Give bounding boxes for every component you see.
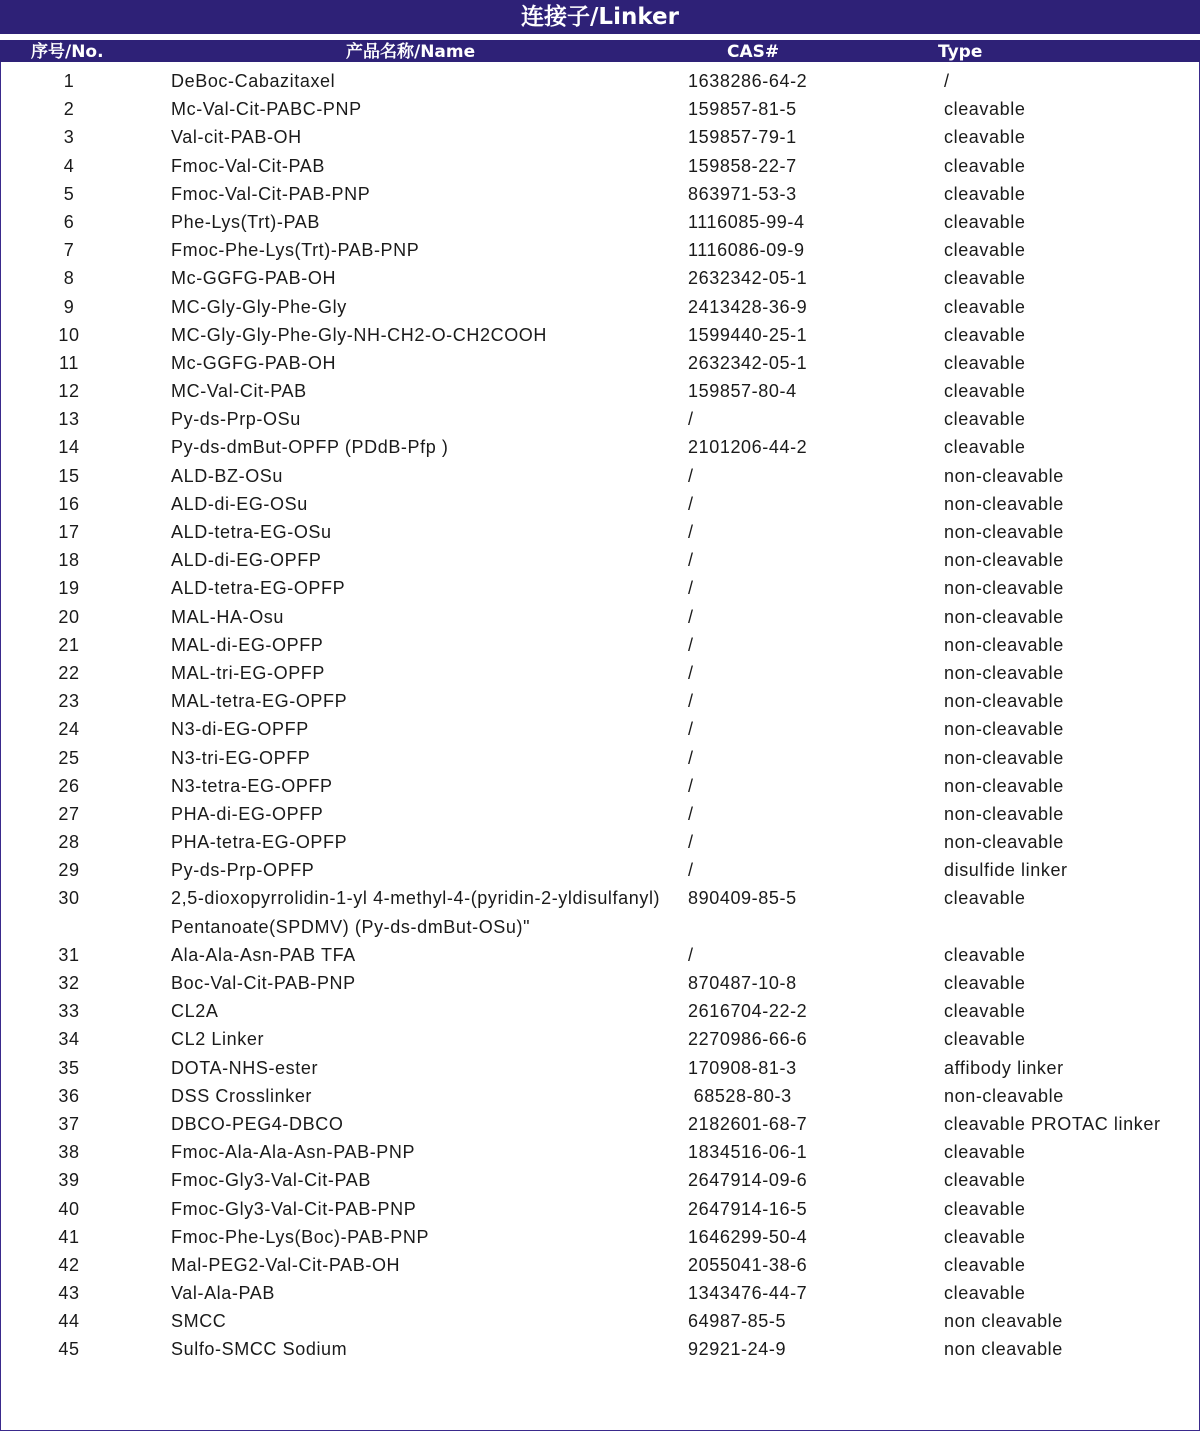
- linker-type: non-cleavable: [944, 832, 1064, 853]
- header-no: 序号/No.: [31, 42, 104, 62]
- row-number: 25: [58, 747, 80, 768]
- table-row: [0, 1251, 1200, 1279]
- cas-number: /: [688, 803, 694, 824]
- product-name: SMCC: [171, 1311, 227, 1332]
- table-row: [0, 405, 1200, 433]
- product-name: MC-Gly-Gly-Phe-Gly: [171, 296, 347, 317]
- linker-type: cleavable: [944, 240, 1026, 261]
- product-name: Ala-Ala-Asn-PAB TFA: [171, 944, 356, 965]
- product-name: Mc-GGFG-PAB-OH: [171, 352, 337, 373]
- product-name: Py-ds-Prp-OSu: [171, 409, 301, 430]
- table-row: [0, 772, 1200, 800]
- row-number: 27: [58, 803, 80, 824]
- linker-type: cleavable: [944, 1170, 1026, 1191]
- product-name: PHA-di-EG-OPFP: [171, 803, 324, 824]
- cas-number: 170908-81-3: [688, 1057, 797, 1078]
- product-name: MC-Gly-Gly-Phe-Gly-NH-CH2-O-CH2COOH: [171, 324, 547, 345]
- linker-type: cleavable: [944, 1001, 1026, 1022]
- row-number: 14: [58, 437, 80, 458]
- linker-type: non-cleavable: [944, 606, 1064, 627]
- row-number: 20: [58, 606, 80, 627]
- table-row: [0, 884, 1200, 940]
- linker-type: non-cleavable: [944, 719, 1064, 740]
- table-row: [0, 744, 1200, 772]
- product-name: DSS Crosslinker: [171, 1085, 313, 1106]
- table-row: [0, 800, 1200, 828]
- table-row: [0, 1138, 1200, 1166]
- product-name: N3-tri-EG-OPFP: [171, 747, 311, 768]
- product-name: ALD-di-EG-OPFP: [171, 550, 322, 571]
- product-name: ALD-BZ-OSu: [171, 465, 284, 486]
- linker-type: non-cleavable: [944, 634, 1064, 655]
- table-row: [0, 603, 1200, 631]
- cas-number: 2055041-38-6: [688, 1254, 808, 1275]
- cas-number: 2101206-44-2: [688, 437, 808, 458]
- cas-number: /: [688, 775, 694, 796]
- product-name: MAL-HA-Osu: [171, 606, 285, 627]
- linker-type: non cleavable: [944, 1311, 1063, 1332]
- linker-type: non-cleavable: [944, 691, 1064, 712]
- product-name: Fmoc-Ala-Ala-Asn-PAB-PNP: [171, 1142, 416, 1163]
- linker-type: cleavable PROTAC linker: [944, 1113, 1161, 1134]
- table-body: [0, 67, 1200, 1364]
- table-row: [0, 1166, 1200, 1194]
- linker-type: non-cleavable: [944, 747, 1064, 768]
- linker-type: cleavable: [944, 211, 1026, 232]
- table-row: [0, 1307, 1200, 1335]
- linker-type: disulfide linker: [944, 860, 1068, 881]
- product-name: Boc-Val-Cit-PAB-PNP: [171, 973, 356, 994]
- row-number: 9: [63, 296, 75, 317]
- header-type: Type: [938, 42, 983, 62]
- product-name: Mc-Val-Cit-PABC-PNP: [171, 99, 362, 120]
- page-title: 连接子/Linker: [0, 0, 1200, 34]
- row-number: 23: [58, 691, 80, 712]
- row-number: 26: [58, 775, 80, 796]
- row-number: 18: [58, 550, 80, 571]
- linker-type: non-cleavable: [944, 775, 1064, 796]
- cas-number: /: [688, 493, 694, 514]
- product-name: Val-Ala-PAB: [171, 1283, 275, 1304]
- linker-type: non-cleavable: [944, 550, 1064, 571]
- table-row: [0, 1025, 1200, 1053]
- product-name: Val-cit-PAB-OH: [171, 127, 302, 148]
- row-number: 24: [58, 719, 80, 740]
- linker-type: cleavable: [944, 1029, 1026, 1050]
- product-name: DOTA-NHS-ester: [171, 1057, 319, 1078]
- table-row: [0, 321, 1200, 349]
- linker-type: cleavable: [944, 973, 1026, 994]
- table-row: [0, 293, 1200, 321]
- table-row: [0, 941, 1200, 969]
- linker-type: cleavable: [944, 268, 1026, 289]
- linker-type: cleavable: [944, 155, 1026, 176]
- row-number: 33: [58, 1001, 80, 1022]
- table-row: [0, 490, 1200, 518]
- cas-number: 64987-85-5: [688, 1311, 787, 1332]
- table-row: [0, 462, 1200, 490]
- linker-type: non-cleavable: [944, 662, 1064, 683]
- row-number: 45: [58, 1339, 80, 1360]
- table-row: [0, 1110, 1200, 1138]
- product-name: Sulfo-SMCC Sodium: [171, 1339, 348, 1360]
- product-name: ALD-tetra-EG-OPFP: [171, 578, 346, 599]
- table-header: [0, 40, 1200, 62]
- product-name: N3-tetra-EG-OPFP: [171, 775, 333, 796]
- row-number: 11: [59, 352, 79, 373]
- cas-number: 863971-53-3: [688, 183, 797, 204]
- linker-type: non-cleavable: [944, 1085, 1064, 1106]
- row-number: 4: [63, 155, 75, 176]
- product-name: ALD-di-EG-OSu: [171, 493, 308, 514]
- table-row: [0, 856, 1200, 884]
- table-row: [0, 687, 1200, 715]
- product-name: MC-Val-Cit-PAB: [171, 381, 307, 402]
- cas-number: /: [688, 860, 694, 881]
- table-row: [0, 377, 1200, 405]
- row-number: 12: [58, 381, 80, 402]
- row-number: 17: [58, 522, 80, 542]
- linker-type: affibody linker: [944, 1057, 1064, 1078]
- row-number: 42: [58, 1254, 80, 1275]
- row-number: 15: [58, 465, 80, 486]
- cas-number: 2632342-05-1: [688, 268, 808, 289]
- row-number: 6: [63, 211, 75, 232]
- row-number: 16: [58, 493, 80, 514]
- cas-number: 1646299-50-4: [688, 1226, 808, 1247]
- row-number: 8: [63, 268, 75, 289]
- cas-number: 2632342-05-1: [688, 352, 808, 373]
- table-row: [0, 208, 1200, 236]
- table-row: [0, 518, 1200, 546]
- cas-number: /: [688, 606, 694, 627]
- header-cas: CAS#: [727, 42, 780, 62]
- row-number: 40: [58, 1198, 80, 1219]
- product-name: Fmoc-Gly3-Val-Cit-PAB-PNP: [171, 1198, 417, 1219]
- product-name: MAL-tetra-EG-OPFP: [171, 691, 348, 712]
- table-row: [0, 180, 1200, 208]
- linker-type: cleavable: [944, 437, 1026, 458]
- row-number: 35: [58, 1057, 80, 1078]
- table-row: [0, 631, 1200, 659]
- row-number: 5: [63, 183, 75, 204]
- cas-number: 1116085-99-4: [688, 211, 805, 232]
- product-name: N3-di-EG-OPFP: [171, 719, 309, 740]
- table-row: [0, 349, 1200, 377]
- row-number: 32: [58, 973, 80, 994]
- cas-number: /: [688, 719, 694, 740]
- product-name: Mc-GGFG-PAB-OH: [171, 268, 337, 289]
- linker-type: /: [944, 71, 950, 91]
- table-row: [0, 1279, 1200, 1307]
- row-number: 44: [58, 1311, 80, 1332]
- cas-number: 2647914-09-6: [688, 1170, 808, 1191]
- linker-type: cleavable: [944, 409, 1026, 430]
- linker-type: cleavable: [944, 1226, 1026, 1247]
- product-name: ALD-tetra-EG-OSu: [171, 522, 332, 542]
- product-name: MAL-di-EG-OPFP: [171, 634, 324, 655]
- linker-type: cleavable: [944, 1142, 1026, 1163]
- cas-number: 2182601-68-7: [688, 1113, 808, 1134]
- cas-number: 159858-22-7: [688, 155, 797, 176]
- cas-number: 68528-80-3: [688, 1085, 792, 1106]
- row-number: 29: [58, 860, 80, 881]
- cas-number: /: [688, 832, 694, 853]
- header-name: 产品名称/Name: [346, 42, 476, 62]
- linker-type: cleavable: [944, 324, 1026, 345]
- row-number: 10: [58, 324, 80, 345]
- row-number: 19: [58, 578, 80, 599]
- row-number: 37: [58, 1113, 80, 1134]
- table-row: [0, 574, 1200, 602]
- cas-number: /: [688, 634, 694, 655]
- table-row: [0, 715, 1200, 743]
- table-row: [0, 1054, 1200, 1082]
- row-number: 36: [58, 1085, 80, 1106]
- table-row: [0, 546, 1200, 574]
- row-number: 3: [63, 127, 75, 148]
- product-name: CL2 Linker: [171, 1029, 265, 1050]
- cas-number: /: [688, 465, 694, 486]
- linker-type: cleavable: [944, 381, 1026, 402]
- linker-type: cleavable: [944, 352, 1026, 373]
- cas-number: 159857-80-4: [688, 381, 797, 402]
- table-row: [0, 433, 1200, 461]
- cas-number: 2413428-36-9: [688, 296, 808, 317]
- table-row: [0, 659, 1200, 687]
- product-name: DeBoc-Cabazitaxel: [171, 71, 336, 91]
- product-name: Py-ds-dmBut-OPFP (PDdB-Pfp ): [171, 437, 449, 458]
- row-number: 1: [63, 71, 75, 91]
- linker-type: cleavable: [944, 127, 1026, 148]
- row-number: 34: [58, 1029, 80, 1050]
- linker-type: non-cleavable: [944, 578, 1064, 599]
- row-number: 22: [58, 662, 80, 683]
- row-number: 31: [58, 944, 80, 965]
- cas-number: 1116086-09-9: [688, 240, 805, 261]
- product-name: Fmoc-Gly3-Val-Cit-PAB: [171, 1170, 371, 1191]
- row-number: 13: [58, 409, 80, 430]
- table-row: [0, 969, 1200, 997]
- linker-type: cleavable: [944, 1283, 1026, 1304]
- table-row: [0, 123, 1200, 151]
- table-row: [0, 152, 1200, 180]
- row-number: 39: [58, 1170, 80, 1191]
- cas-number: /: [688, 691, 694, 712]
- table-row: [0, 236, 1200, 264]
- cas-number: 2647914-16-5: [688, 1198, 808, 1219]
- row-number: 28: [58, 832, 80, 853]
- table-row: [0, 1223, 1200, 1251]
- cas-number: /: [688, 409, 694, 430]
- cas-number: 890409-85-5: [688, 888, 797, 909]
- cas-number: 2616704-22-2: [688, 1001, 808, 1022]
- cas-number: /: [688, 578, 694, 599]
- product-name: MAL-tri-EG-OPFP: [171, 662, 326, 683]
- linker-type: cleavable: [944, 99, 1026, 120]
- cas-number: 1599440-25-1: [688, 324, 808, 345]
- row-number: 2: [63, 99, 75, 120]
- table-row: [0, 95, 1200, 123]
- table-row: [0, 67, 1200, 95]
- cas-number: 1834516-06-1: [688, 1142, 808, 1163]
- linker-type: cleavable: [944, 888, 1026, 909]
- linker-type: non-cleavable: [944, 803, 1064, 824]
- cas-number: 92921-24-9: [688, 1339, 787, 1360]
- product-name: Fmoc-Phe-Lys(Trt)-PAB-PNP: [171, 240, 420, 261]
- table-row: [0, 1195, 1200, 1223]
- cas-number: 870487-10-8: [688, 973, 797, 994]
- product-name: PHA-tetra-EG-OPFP: [171, 832, 348, 853]
- table-row: [0, 264, 1200, 292]
- product-name: Phe-Lys(Trt)-PAB: [171, 211, 320, 232]
- row-number: 43: [58, 1283, 80, 1304]
- product-name: Mal-PEG2-Val-Cit-PAB-OH: [171, 1254, 401, 1275]
- product-name: Fmoc-Val-Cit-PAB-PNP: [171, 183, 371, 204]
- product-name: CL2A: [171, 1001, 219, 1022]
- row-number: 21: [58, 634, 80, 655]
- cas-number: 1638286-64-2: [688, 71, 808, 91]
- table-row: [0, 1082, 1200, 1110]
- table-row: [0, 997, 1200, 1025]
- linker-type: cleavable: [944, 944, 1026, 965]
- linker-type: cleavable: [944, 296, 1026, 317]
- product-name: DBCO-PEG4-DBCO: [171, 1113, 344, 1134]
- linker-type: non-cleavable: [944, 522, 1064, 542]
- row-number: 41: [58, 1226, 80, 1247]
- cas-number: /: [688, 944, 694, 965]
- cas-number: /: [688, 747, 694, 768]
- product-name: Fmoc-Phe-Lys(Boc)-PAB-PNP: [171, 1226, 430, 1247]
- linker-type: cleavable: [944, 1198, 1026, 1219]
- linker-type: non-cleavable: [944, 465, 1064, 486]
- product-name: Py-ds-Prp-OPFP: [171, 860, 315, 881]
- cas-number: /: [688, 550, 694, 571]
- table-row: [0, 1335, 1200, 1363]
- cas-number: /: [688, 662, 694, 683]
- cas-number: /: [688, 522, 694, 542]
- linker-type: non cleavable: [944, 1339, 1063, 1360]
- cas-number: 1343476-44-7: [688, 1283, 808, 1304]
- cas-number: 2270986-66-6: [688, 1029, 808, 1050]
- linker-type: non-cleavable: [944, 493, 1064, 514]
- linker-type: cleavable: [944, 183, 1026, 204]
- product-name: 2,5-dioxopyrrolidin-1-yl 4-methyl-4-(pyridin-2-yldisulfanyl) Pentanoate(SPDMV) (Py-ds-dmBut-OSu)": [171, 888, 661, 937]
- row-number: 38: [58, 1142, 80, 1163]
- cas-number: 159857-79-1: [688, 127, 797, 148]
- linker-type: cleavable: [944, 1254, 1026, 1275]
- row-number: 7: [63, 240, 75, 261]
- cas-number: 159857-81-5: [688, 99, 797, 120]
- table-row: [0, 828, 1200, 856]
- product-name: Fmoc-Val-Cit-PAB: [171, 155, 325, 176]
- row-number: 30: [58, 888, 80, 909]
